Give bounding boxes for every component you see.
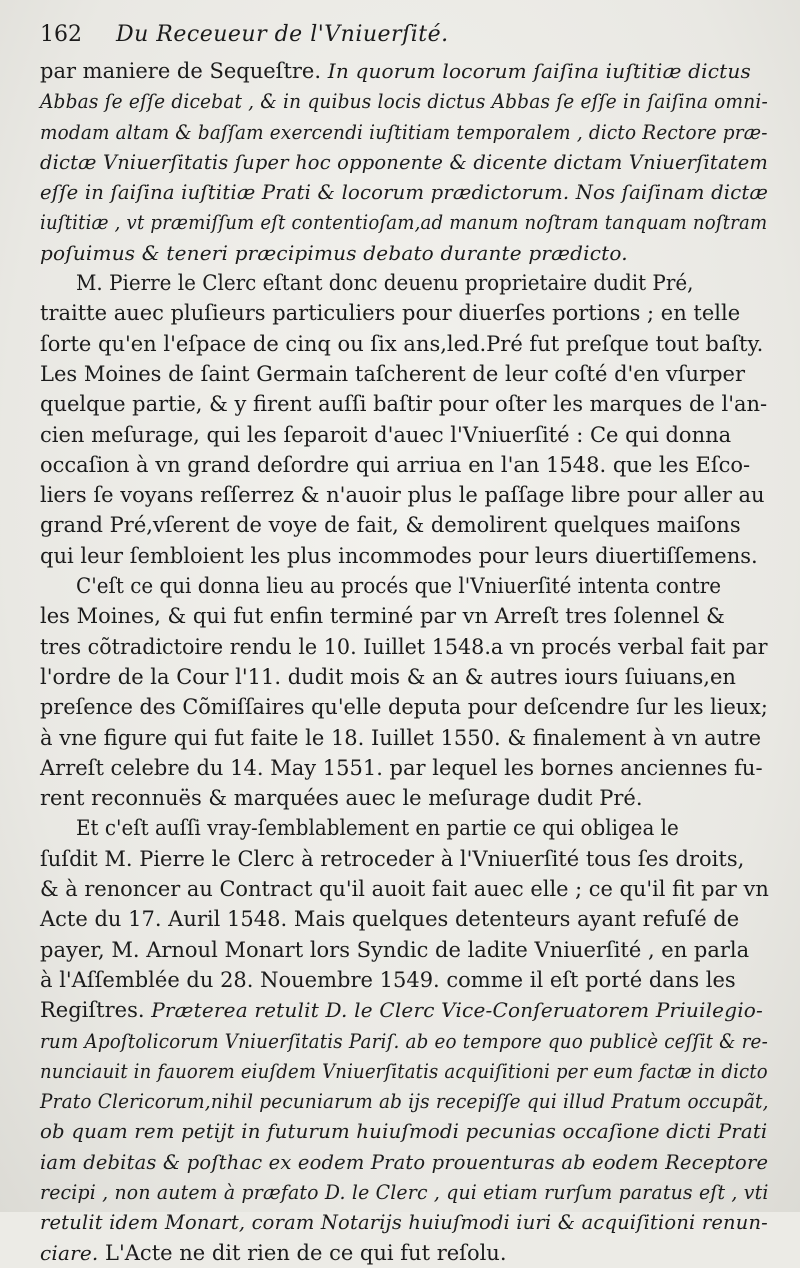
page-number: 162 bbox=[40, 22, 82, 47]
body-text bbox=[40, 56, 768, 1268]
text-line: payer, M. Arnoul Monart lors Syndic de ladite Vniuerſité , en parla bbox=[40, 937, 750, 962]
latin-quote-segment: retulit idem Monart, coram Notarijs huiuſmodi iuri & acquiſitioni renun- bbox=[40, 1210, 768, 1235]
text-line: preſence des Cõmiſſaires qu'elle deputa pour deſcendre ſur les lieux; bbox=[40, 695, 768, 720]
latin-quote-segment: ob quam rem petijt in futurum huiuſmodi pecunias occaſione dicti Prati bbox=[40, 1119, 768, 1144]
text-line: l'ordre de la Cour l'11. dudit mois & an & autres iours ſuiuans,en bbox=[40, 664, 736, 689]
latin-quote-segment: eſſe in ſaiſina iuſtitiæ Prati & locorum prædictorum. Nos ſaiſinam dictæ bbox=[40, 180, 769, 205]
text-line bbox=[40, 207, 768, 237]
text-line: Les Moines de ſaint Germain taſcherent de leur coſté d'en vſurper bbox=[40, 361, 746, 386]
text-line: ſuſdit M. Pierre le Clerc à retroceder à l'Vniuerſité tous ſes droits, bbox=[40, 846, 745, 871]
text-line bbox=[40, 86, 768, 116]
text-line: traitte auec pluſieurs particuliers pour diuerſes portions ; en telle bbox=[40, 301, 741, 326]
text-line bbox=[40, 238, 768, 268]
latin-quote-segment: In quorum locorum ſaiſina iuſtitiæ dictus bbox=[327, 59, 751, 83]
latin-quote-segment: rum Apoſtolicorum Vniuerſitatis Pariſ. ab eo tempore quo publicè ceſſit & re- bbox=[40, 1028, 768, 1053]
paragraph bbox=[40, 268, 768, 571]
paragraph bbox=[40, 813, 768, 995]
text-line bbox=[40, 995, 768, 1025]
latin-quote-segment: recipi , non autem à præfato D. le Clerc , qui etiam rurſum paratus eſt , vti bbox=[40, 1179, 769, 1204]
text-line bbox=[40, 177, 769, 207]
running-title: Du Receueur de l'Vniuerſité. bbox=[116, 22, 449, 47]
text-line: C'eſt ce qui donna lieu au procés que l'Vniuerſité intenta contre bbox=[76, 574, 722, 599]
text-line: grand Pré,vſerent de voye de fait, & demolirent quelques maiſons bbox=[40, 513, 741, 538]
text-line bbox=[40, 1177, 769, 1207]
text-line bbox=[40, 117, 768, 147]
text-line: Arreſt celebre du 14. May 1551. par lequel les bornes anciennes fu- bbox=[40, 755, 763, 780]
latin-quote-segment: Præterea retulit D. le Clerc Vice-Conſeruatorem Priuilegio- bbox=[151, 998, 763, 1023]
running-header bbox=[40, 22, 768, 56]
latin-quote-segment: Abbas ſe eſſe dicebat , & in quibus locis dictus Abbas ſe eſſe in ſaiſina omni- bbox=[40, 89, 768, 114]
french-segment: L'Acte ne dit rien de ce qui fut reſolu. bbox=[105, 1240, 507, 1265]
text-line bbox=[40, 1056, 768, 1086]
text-line: occaſion à vn grand deſordre qui arriua en l'an 1548. que les Eſco- bbox=[40, 452, 751, 477]
text-line: rent reconnuës & marquées auec le meſurage dudit Pré. bbox=[40, 786, 643, 811]
text-line: quelque partie, & y firent auſſi baſtir pour oſter les marques de l'an- bbox=[40, 392, 768, 417]
text-line: Acte du 17. Auril 1548. Mais quelques detenteurs ayant refuſé de bbox=[40, 907, 740, 932]
text-line bbox=[40, 56, 768, 86]
latin-quote-segment: dictæ Vniuerſitatis ſuper hoc opponente & dicente dictam Vniuerſitatem bbox=[40, 149, 769, 174]
text-line: ſorte qu'en l'eſpace de cinq ou ſix ans,led.Pré fut preſque tout baſty. bbox=[40, 331, 764, 356]
text-line: Et c'eſt auſſi vray-ſemblablement en partie ce qui obligea le bbox=[76, 816, 679, 841]
text-line bbox=[40, 1086, 769, 1116]
latin-quote-segment: ciare. bbox=[40, 1240, 106, 1265]
french-segment: par maniere de Sequeſtre. bbox=[40, 59, 328, 83]
latin-quote-segment: iuſtitiæ , vt præmiſſum eſt contentioſam,ad manum noſtram tanquam noſtram bbox=[40, 210, 768, 235]
latin-quote-segment: poſuimus & teneri præcipimus debato durante prædicto. bbox=[40, 240, 628, 265]
text-line: cien meſurage, qui les ſeparoit d'auec l'Vniuerſité : Ce qui donna bbox=[40, 422, 732, 447]
french-segment: Regiſtres. bbox=[40, 998, 152, 1023]
text-line: M. Pierre le Clerc eſtant donc deuenu proprietaire dudit Pré, bbox=[76, 271, 694, 296]
text-line bbox=[40, 147, 769, 177]
text-line: liers ſe voyans reſſerrez & n'auoir plus le paſſage libre pour aller au bbox=[40, 483, 765, 508]
text-line bbox=[40, 1238, 768, 1268]
text-line: à l'Aſſemblée du 28. Nouembre 1549. comme il eſt porté dans les bbox=[40, 967, 736, 992]
latin-quote-segment: iam debitas & poſthac ex eodem Prato prouenturas ab eodem Receptore bbox=[40, 1149, 769, 1174]
latin-quote-segment: Prato Clericorum,nihil pecuniarum ab ijs recepiſſe qui illud Pratum occupãt, bbox=[40, 1089, 769, 1114]
paragraph bbox=[40, 995, 768, 1268]
latin-quote-segment: nunciauit in fauorem eiuſdem Vniuerſitatis acquiſitioni per eum factæ in dicto bbox=[40, 1058, 768, 1083]
text-line bbox=[40, 1116, 768, 1146]
paragraph bbox=[40, 56, 768, 268]
text-line: à vne figure qui fut faite le 18. Iuillet 1550. & finalement à vn autre bbox=[40, 725, 762, 750]
latin-quote-segment: modam altam & baſſam exercendi iuſtitiam temporalem , dicto Rectore præ- bbox=[40, 119, 768, 144]
text-line: qui leur ſembloient les plus incommodes pour leurs diuertiſſemens. bbox=[40, 543, 758, 568]
text-line bbox=[40, 1026, 768, 1056]
text-line bbox=[40, 1147, 769, 1177]
text-line: & à renoncer au Contract qu'il auoit fait auec elle ; ce qu'il fit par vn bbox=[40, 877, 769, 902]
paragraph bbox=[40, 571, 768, 813]
text-line: les Moines, & qui fut enfin terminé par vn Arreſt tres ſolennel & bbox=[40, 604, 725, 629]
text-line: tres cõtradictoire rendu le 10. Iuillet 1548.a vn procés verbal fait par bbox=[40, 634, 768, 659]
